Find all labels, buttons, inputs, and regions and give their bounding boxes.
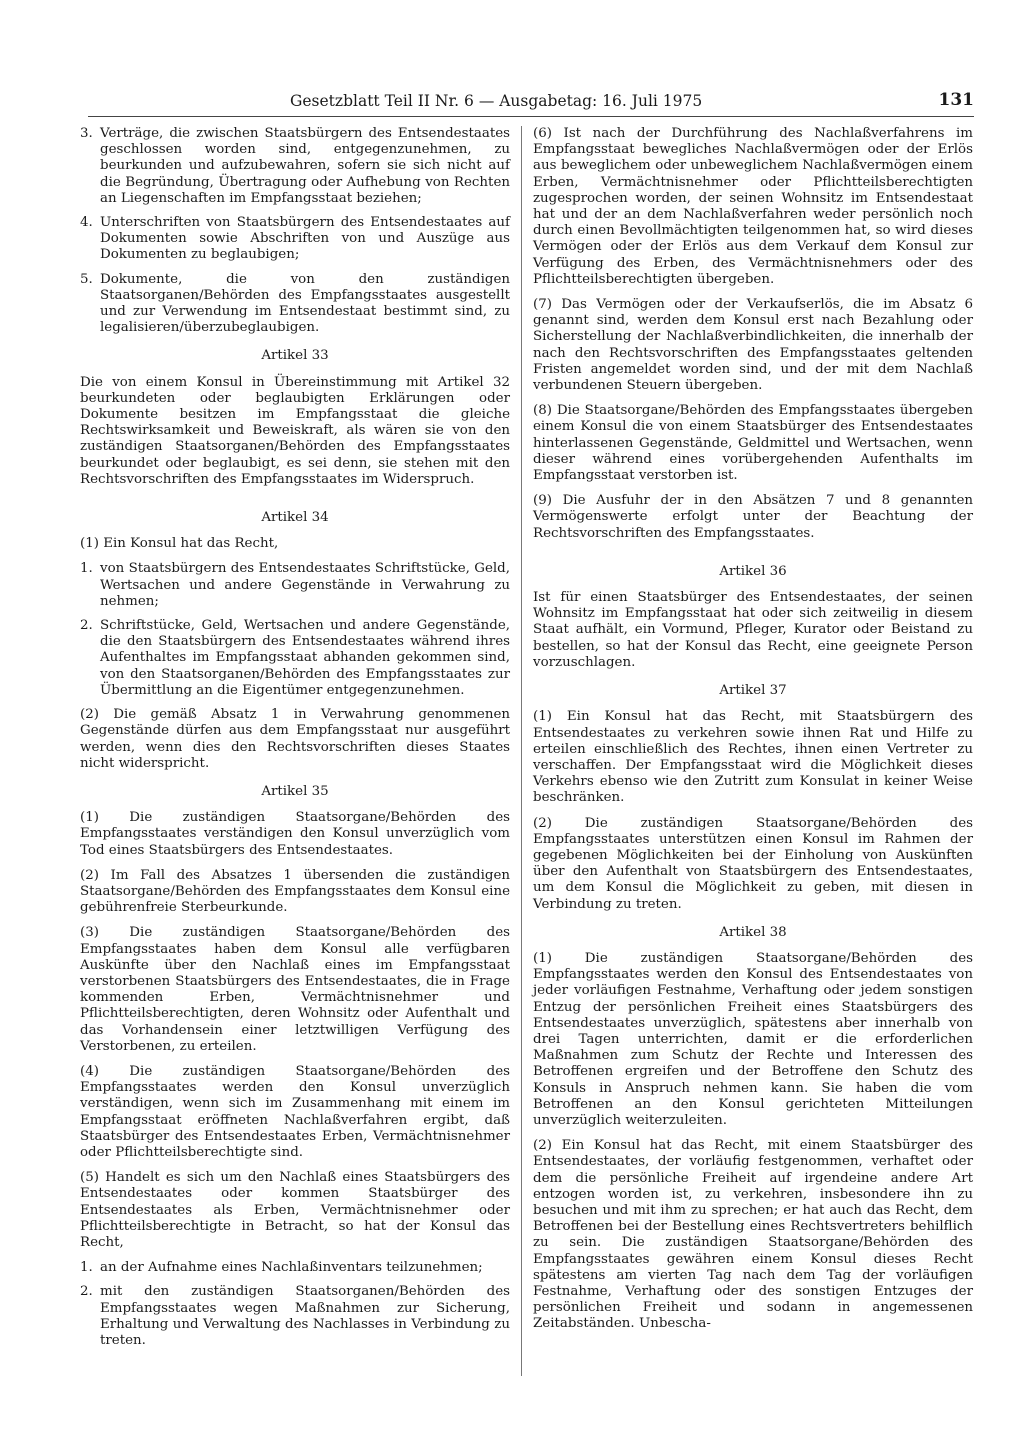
- article-36-heading: Artikel 36: [719, 563, 787, 579]
- article-35-paragraph-2: (2) Im Fall des Absatzes 1 übersenden die zuständigen Staatsorgane/Behörden des Empfangsstaates dem Konsul eine gebührenfreie Sterbeurkunde.: [80, 867, 510, 916]
- article-38-paragraph-1: (1) Die zuständigen Staatsorgane/Behörden des Empfangsstaates werden den Konsul des Entsendestaates von jeder vorläufigen Festnahme, Verhaftung oder jedem sonstigen Entzug der persönlichen Freiheit eines Staatsbürgers des Entsendestaates unverzüglich, spätestens aber innerhalb von drei Tagen unterrichten, damit er die erforderlichen Maßnahmen zum Schutz der Rechte und Interessen des Betroffenen ergreifen und der Betroffene den Schutz des Konsuls in Anspruch nehmen kann. Sie haben die vom Betroffenen an den Konsul gerichteten Mitteilungen unverzüglich weiterzuleiten.: [533, 950, 973, 1128]
- list-item: 2. mit den zuständigen Staatsorganen/Behörden des Empfangsstaates wegen Maßnahmen zur Sicherung, Erhaltung und Verwaltung des Nachlasses in Verbindung zu treten.: [80, 1284, 510, 1348]
- left-column: [80, 126, 510, 1357]
- article-34-paragraph-1: (1) Ein Konsul hat das Recht,: [80, 536, 279, 552]
- article-35-paragraph-1: (1) Die zuständigen Staatsorgane/Behörden des Empfangsstaates verständigen den Konsul unverzüglich vom Tod eines Staatsbürgers des Entsendestaates.: [80, 810, 510, 858]
- list-item: 1. an der Aufnahme eines Nachlaßinventars teilzunehmen;: [80, 1260, 483, 1276]
- article-34-heading: Artikel 34: [261, 510, 329, 526]
- article-35-paragraph-5: (5) Handelt es sich um den Nachlaß eines Staatsbürgers des Entsendestaates oder kommen Staatsbürger des Entsendestaates als Erben, Vermächtnisnehmer oder Pflichtteilsberechtigte in Betracht, so hat der Konsul das Recht,: [80, 1170, 510, 1250]
- list-item: 2. Schriftstücke, Geld, Wertsachen und andere Gegenstände, die den Staatsbürgern des Entsendestaates während ihres Aufenthaltes im Empfangsstaat abhanden gekommen sind, von den Staatsorganen/Behörden des Empfangsstaates zur Übermittlung an die Eigentümer entgegenzunehmen.: [80, 618, 510, 698]
- article-35-paragraph-9: (9) Die Ausfuhr der in den Absätzen 7 und 8 genannten Vermögenswerte erfolgt unter der Beachtung der Rechtsvorschriften des Empfangsstaates.: [533, 493, 973, 541]
- article-33-text: Die von einem Konsul in Übereinstimmung mit Artikel 32 beurkundeten oder beglaubigten Erklärungen oder Dokumente besitzen im Empfangsstaat die gleiche Rechtswirksamkeit und Beweiskraft, als wären sie von den zuständigen Staatsorganen/Behörden des Empfangsstaates beurkundet oder beglaubigt, es sei denn, sie stehen mit den Rechtsvorschriften des Empfangsstaates im Widerspruch.: [80, 374, 510, 487]
- running-header: Gesetzblatt Teil II Nr. 6 — Ausgabetag: 16. Juli 1975: [290, 92, 703, 110]
- article-34-paragraph-2: (2) Die gemäß Absatz 1 in Verwahrung genommenen Gegenstände dürfen aus dem Empfangsstaat nur ausgeführt werden, wenn dies den Rechtsvorschriften dieses Staates nicht widerspricht.: [80, 707, 510, 771]
- article-35-paragraph-6: (6) Ist nach der Durchführung des Nachlaßverfahrens im Empfangsstaat bewegliches Nachlaßvermögen oder der Erlös aus beweglichem oder unbeweglichem Nachlaßvermögen einem Erben, Vermächtnisnehmer oder Pflichtteilsberechtigten zugesprochen worden, der seinen Wohnsitz im Entsendestaat hat und der an dem Nachlaßverfahren weder persönlich noch durch einen Bevollmächtigten teilgenommen hat, so wird dieses Vermögen oder der Erlös aus dem Verkauf dem Konsul zur Verfügung des Erben, des Vermächtnisnehmers oder des Pflichtteilsberechtigten übergeben.: [533, 126, 973, 287]
- article-36-text: Ist für einen Staatsbürger des Entsendestaates, der seinen Wohnsitz im Empfangsstaat hat oder sich zeitweilig in diesem Staat aufhält, ein Vormund, Pfleger, Kurator oder Beistand zu bestellen, so hat der Konsul das Recht, eine geeignete Person vorzuschlagen.: [533, 590, 973, 670]
- article-33-heading: Artikel 33: [261, 348, 329, 364]
- column-divider: [521, 126, 522, 1376]
- article-37-paragraph-1: (1) Ein Konsul hat das Recht, mit Staatsbürgern des Entsendestaates zu verkehren sowie ihnen Rat und Hilfe zu erteilen einschließlich des Rechtes, ihnen einen Vertreter zu verschaffen. Der Empfangsstaat wird die Möglichkeit dieses Verkehrs ebenso wie den Zutritt zum Konsulat in keiner Weise beschränken.: [533, 709, 973, 806]
- right-column: [533, 126, 973, 1342]
- list-item: 5. Dokumente, die von den zuständigen Staatsorganen/Behörden des Empfangsstaates ausgestellt und zur Verwendung im Entsendestaat bestimmt sind, zu legalisieren/überzubeglaubigen.: [80, 271, 510, 336]
- article-37-paragraph-2: (2) Die zuständigen Staatsorgane/Behörden des Empfangsstaates unterstützen einen Konsul im Rahmen der gegebenen Möglichkeiten bei der Einholung von Auskünften über den Aufenthalt von Staatsbürgern des Entsendestaates, um dem Konsul die Möglichkeit zu geben, mit diesen in Verbindung zu treten.: [533, 815, 973, 912]
- article-35-heading: Artikel 35: [261, 783, 329, 799]
- article-35-paragraph-8: (8) Die Staatsorgane/Behörden des Empfangsstaates übergeben einem Konsul die von einem Staatsbürger des Entsendestaates hinterlassenen Gegenstände, Geldmittel und Wertsachen, wenn dieser während eines vorübergehenden Aufenthalts im Empfangsstaat verstorben ist.: [533, 403, 973, 484]
- list-item: 1. von Staatsbürgern des Entsendestaates Schriftstücke, Geld, Wertsachen und andere Gegenstände in Verwahrung zu nehmen;: [80, 561, 510, 609]
- article-35-paragraph-4: (4) Die zuständigen Staatsorgane/Behörden des Empfangsstaates werden den Konsul unverzüglich verständigen, wenn sich im Zusammenhang mit einem im Empfangsstaat eröffneten Nachlaßverfahren ergibt, daß Staatsbürger des Entsendestaates Erben, Vermächtnisnehmer oder Pflichtteilsberechtigte sind.: [80, 1063, 510, 1160]
- header-rule: [88, 116, 974, 117]
- article-38-paragraph-2: (2) Ein Konsul hat das Recht, mit einem Staatsbürger des Entsendestaates, der vorläufig festgenommen, verhaftet oder dem die persönliche Freiheit auf irgendeine andere Art entzogen worden ist, zu verkehren, insbesondere ihn zu besuchen und mit ihm zu sprechen; er hat auch das Recht, dem Betroffenen bei der Bestellung eines Rechtsvertreters behilflich zu sein. Die zuständigen Staatsorgane/Behörden des Empfangsstaates gewähren einem Konsul dieses Recht spätestens am vierten Tag nach dem Tag der vorläufigen Festnahme, Verhaftung oder des sonstigen Entzuges der persönlichen Freiheit und sodann in angemessenen Zeitabständen. Unbescha-: [533, 1138, 973, 1332]
- article-35-paragraph-7: (7) Das Vermögen oder der Verkaufserlös, die im Absatz 6 genannt sind, werden dem Konsul erst nach Bezahlung oder Sicherstellung der Nachlaßverbindlichkeiten, die innerhalb der nach den Rechtsvorschriften des Empfangsstaates geltenden Fristen angemeldet worden sind, und der mit dem Nachlaß verbundenen Steuern übergeben.: [533, 297, 973, 394]
- article-35-paragraph-3: (3) Die zuständigen Staatsorgane/Behörden des Empfangsstaates haben dem Konsul alle verfügbaren Auskünfte über den Nachlaß eines im Empfangsstaat verstorbenen Staatsbürgers des Entsendestaates, die in Frage kommenden Erben, Vermächtnisnehmer und Pflichtteilsberechtigten, deren Wohnsitz oder Aufenthalt und das Vorhandensein einer letztwilligen Verfügung des Verstorbenen, zu erteilen.: [80, 925, 510, 1054]
- list-item: 4. Unterschriften von Staatsbürgern des Entsendestaates auf Dokumenten sowie Abschriften von und Auszüge aus Dokumenten zu beglaubigen;: [80, 215, 510, 263]
- page-number: 131: [938, 90, 974, 110]
- list-item: 3. Verträge, die zwischen Staatsbürgern des Entsendestaates geschlossen worden sind, entgegenzunehmen, zu beurkunden und aufzubewahren, sofern sie sich nicht auf die Begründung, Übertragung oder Aufhebung von Rechten an Liegenschaften im Empfangsstaat beziehen;: [80, 126, 510, 206]
- article-38-heading: Artikel 38: [719, 924, 787, 940]
- article-37-heading: Artikel 37: [719, 683, 787, 699]
